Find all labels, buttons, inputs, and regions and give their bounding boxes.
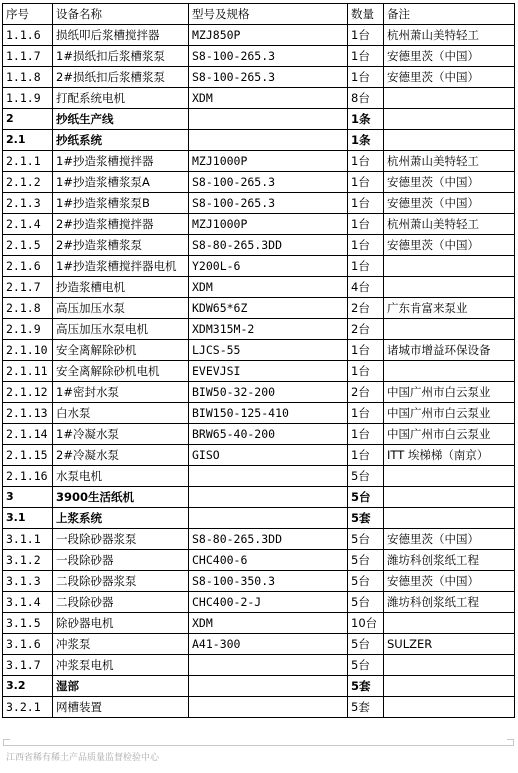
table-row	[3, 25, 515, 46]
cell-serial: 3	[3, 487, 53, 508]
cell-equipment-name: 一段除砂器浆泵	[53, 529, 189, 550]
cell-equipment-name: 1#抄造浆槽搅拌器	[53, 151, 189, 172]
cell-equipment-name: 湿部	[53, 676, 189, 697]
table-row	[3, 550, 515, 571]
cell-equipment-name: 1#抄造浆槽浆泵A	[53, 172, 189, 193]
cell-equipment-name: 抄纸生产线	[53, 109, 189, 130]
cell-model-spec: A41-300	[189, 634, 348, 655]
table-row	[3, 571, 515, 592]
cell-serial: 3.2	[3, 676, 53, 697]
cell-model-spec: XDM	[189, 88, 348, 109]
table-row	[3, 88, 515, 109]
table-row	[3, 46, 515, 67]
cell-model-spec: MZJ1000P	[189, 151, 348, 172]
cell-model-spec	[189, 130, 348, 151]
cell-quantity: 1台	[348, 25, 384, 46]
cell-model-spec: XDM	[189, 277, 348, 298]
cell-quantity: 8台	[348, 88, 384, 109]
cell-serial: 3.1.4	[3, 592, 53, 613]
cell-quantity: 4台	[348, 277, 384, 298]
cell-serial: 3.1.1	[3, 529, 53, 550]
cell-quantity: 1台	[348, 151, 384, 172]
cell-remarks: 杭州萧山美特轻工	[384, 214, 515, 235]
cell-serial: 2.1.16	[3, 466, 53, 487]
cell-equipment-name: 白水泵	[53, 403, 189, 424]
cell-serial: 2.1.11	[3, 361, 53, 382]
table-row	[3, 256, 515, 277]
cell-quantity: 5台	[348, 487, 384, 508]
cell-remarks: 中国广州市白云泵业	[384, 403, 515, 424]
cell-model-spec	[189, 109, 348, 130]
table-section-row	[3, 109, 515, 130]
header-quantity: 数量	[348, 4, 384, 25]
cell-serial: 2.1.4	[3, 214, 53, 235]
cell-quantity: 1台	[348, 424, 384, 445]
cell-quantity: 1台	[348, 193, 384, 214]
cell-model-spec: S8-100-265.3	[189, 193, 348, 214]
cell-remarks: 潍坊科创浆纸工程	[384, 550, 515, 571]
cell-equipment-name: 安全离解除砂机电机	[53, 361, 189, 382]
table-row	[3, 319, 515, 340]
cell-quantity: 5台	[348, 550, 384, 571]
table-row	[3, 655, 515, 676]
cell-remarks: ITT 埃梯梯（南京）	[384, 445, 515, 466]
cell-model-spec: BIW150-125-410	[189, 403, 348, 424]
cell-equipment-name: 二段除砂器	[53, 592, 189, 613]
cell-equipment-name: 一段除砂器	[53, 550, 189, 571]
header-serial: 序号	[3, 4, 53, 25]
cell-remarks	[384, 130, 515, 151]
header-remarks: 备注	[384, 4, 515, 25]
cell-model-spec: LJCS-55	[189, 340, 348, 361]
cell-equipment-name: 3900生活纸机	[53, 487, 189, 508]
cell-quantity: 5台	[348, 655, 384, 676]
cell-quantity: 5台	[348, 592, 384, 613]
cell-model-spec: BIW50-32-200	[189, 382, 348, 403]
cell-serial: 3.1.5	[3, 613, 53, 634]
table-row	[3, 697, 515, 718]
cell-remarks: 安德里茨（中国）	[384, 46, 515, 67]
cell-remarks: 安德里茨（中国）	[384, 193, 515, 214]
cell-model-spec: XDM	[189, 613, 348, 634]
cell-model-spec: S8-100-265.3	[189, 67, 348, 88]
cell-quantity: 1条	[348, 109, 384, 130]
cell-model-spec: Y200L-6	[189, 256, 348, 277]
cell-serial: 2.1.12	[3, 382, 53, 403]
cell-equipment-name: 1#密封水泵	[53, 382, 189, 403]
table-row	[3, 424, 515, 445]
table-row	[3, 592, 515, 613]
table-header-row	[3, 4, 515, 25]
cell-equipment-name: 2#损纸扣后浆槽浆泵	[53, 67, 189, 88]
cell-quantity: 1台	[348, 361, 384, 382]
cell-model-spec: CHC400-6	[189, 550, 348, 571]
cell-remarks	[384, 613, 515, 634]
cell-remarks	[384, 277, 515, 298]
table-row	[3, 340, 515, 361]
cell-equipment-name: 高压加压水泵	[53, 298, 189, 319]
cell-remarks	[384, 697, 515, 718]
cell-quantity: 5台	[348, 466, 384, 487]
cell-serial: 2.1.1	[3, 151, 53, 172]
cell-quantity: 1台	[348, 67, 384, 88]
cell-model-spec: S8-80-265.3DD	[189, 235, 348, 256]
table-row	[3, 613, 515, 634]
cell-quantity: 10台	[348, 613, 384, 634]
cell-serial: 3.1.3	[3, 571, 53, 592]
cell-equipment-name: 1#损纸扣后浆槽浆泵	[53, 46, 189, 67]
cell-quantity: 5套	[348, 676, 384, 697]
cell-remarks	[384, 256, 515, 277]
cell-quantity: 5套	[348, 697, 384, 718]
cell-model-spec: XDM315M-2	[189, 319, 348, 340]
cell-remarks: 广东肯富来泵业	[384, 298, 515, 319]
cell-remarks: SULZER	[384, 634, 515, 655]
cell-equipment-name: 1#抄造浆槽搅拌器电机	[53, 256, 189, 277]
table-row	[3, 445, 515, 466]
table-row	[3, 193, 515, 214]
cell-equipment-name: 高压加压水泵电机	[53, 319, 189, 340]
cell-serial: 2.1	[3, 130, 53, 151]
footer-divider	[3, 745, 513, 746]
cell-quantity: 2台	[348, 298, 384, 319]
cell-remarks	[384, 319, 515, 340]
cell-equipment-name: 水泵电机	[53, 466, 189, 487]
table-row	[3, 382, 515, 403]
cell-serial: 3.1	[3, 508, 53, 529]
table-row	[3, 67, 515, 88]
cell-model-spec: KDW65*6Z	[189, 298, 348, 319]
cell-equipment-name: 打配系统电机	[53, 88, 189, 109]
equipment-document	[2, 3, 514, 718]
cell-quantity: 1台	[348, 214, 384, 235]
table-row	[3, 277, 515, 298]
cell-model-spec: S8-100-265.3	[189, 46, 348, 67]
cell-serial: 2.1.14	[3, 424, 53, 445]
cell-model-spec	[189, 466, 348, 487]
table-row	[3, 172, 515, 193]
cell-model-spec: BRW65-40-200	[189, 424, 348, 445]
cell-remarks	[384, 109, 515, 130]
cell-serial: 2.1.5	[3, 235, 53, 256]
cell-model-spec: EVEVJSI	[189, 361, 348, 382]
cell-model-spec: MZJ850P	[189, 25, 348, 46]
cell-remarks: 诸城市增益环保设备	[384, 340, 515, 361]
cell-quantity: 1台	[348, 256, 384, 277]
cell-model-spec: S8-100-350.3	[189, 571, 348, 592]
header-model-spec: 型号及规格	[189, 4, 348, 25]
cell-serial: 1.1.8	[3, 67, 53, 88]
cell-equipment-name: 安全离解除砂机	[53, 340, 189, 361]
cell-serial: 2.1.7	[3, 277, 53, 298]
cell-equipment-name: 2#冷凝水泵	[53, 445, 189, 466]
cell-model-spec	[189, 655, 348, 676]
cell-remarks: 安德里茨（中国）	[384, 67, 515, 88]
equipment-table-body	[3, 4, 515, 718]
cell-equipment-name: 2#抄造浆槽搅拌器	[53, 214, 189, 235]
cell-model-spec: MZJ1000P	[189, 214, 348, 235]
cell-model-spec	[189, 508, 348, 529]
table-row	[3, 151, 515, 172]
cell-model-spec	[189, 676, 348, 697]
table-section-row	[3, 676, 515, 697]
cell-remarks	[384, 508, 515, 529]
table-section-row	[3, 508, 515, 529]
table-row	[3, 361, 515, 382]
cell-model-spec: S8-80-265.3DD	[189, 529, 348, 550]
cell-equipment-name: 冲浆泵	[53, 634, 189, 655]
cell-equipment-name: 抄造浆槽电机	[53, 277, 189, 298]
cell-remarks: 杭州萧山美特轻工	[384, 25, 515, 46]
cell-serial: 1.1.6	[3, 25, 53, 46]
table-row	[3, 466, 515, 487]
cell-serial: 3.1.7	[3, 655, 53, 676]
cell-serial: 3.1.2	[3, 550, 53, 571]
cell-serial: 1.1.9	[3, 88, 53, 109]
cell-quantity: 1台	[348, 340, 384, 361]
cell-serial: 2	[3, 109, 53, 130]
cell-quantity: 2台	[348, 319, 384, 340]
cell-remarks: 安德里茨（中国）	[384, 235, 515, 256]
cell-quantity: 1台	[348, 403, 384, 424]
cell-equipment-name: 抄纸系统	[53, 130, 189, 151]
cell-quantity: 5台	[348, 571, 384, 592]
cell-remarks: 潍坊科创浆纸工程	[384, 592, 515, 613]
cell-equipment-name: 二段除砂器浆泵	[53, 571, 189, 592]
cell-remarks	[384, 466, 515, 487]
cell-equipment-name: 冲浆泵电机	[53, 655, 189, 676]
cell-equipment-name: 除砂器电机	[53, 613, 189, 634]
cell-serial: 2.1.3	[3, 193, 53, 214]
table-section-row	[3, 487, 515, 508]
cell-remarks: 安德里茨（中国）	[384, 172, 515, 193]
cell-model-spec: GISO	[189, 445, 348, 466]
cell-quantity: 1条	[348, 130, 384, 151]
equipment-table	[2, 3, 515, 718]
cell-equipment-name: 损纸叩后浆槽搅拌器	[53, 25, 189, 46]
cell-quantity: 1台	[348, 445, 384, 466]
cell-serial: 2.1.9	[3, 319, 53, 340]
cell-model-spec	[189, 487, 348, 508]
cell-serial: 2.1.15	[3, 445, 53, 466]
table-row	[3, 298, 515, 319]
cell-quantity: 2台	[348, 382, 384, 403]
footer-watermark: 江西省稀有稀土产品质量监督检验中心	[6, 753, 160, 763]
table-row	[3, 235, 515, 256]
table-row	[3, 214, 515, 235]
cell-remarks: 安德里茨（中国）	[384, 571, 515, 592]
cell-serial: 1.1.7	[3, 46, 53, 67]
cell-remarks	[384, 676, 515, 697]
cell-serial: 2.1.2	[3, 172, 53, 193]
cell-equipment-name: 网槽装置	[53, 697, 189, 718]
cell-equipment-name: 1#冷凝水泵	[53, 424, 189, 445]
cell-remarks: 杭州萧山美特轻工	[384, 151, 515, 172]
cell-serial: 3.1.6	[3, 634, 53, 655]
cell-remarks: 中国广州市白云泵业	[384, 382, 515, 403]
cell-quantity: 5套	[348, 508, 384, 529]
header-equipment-name: 设备名称	[53, 4, 189, 25]
cell-serial: 2.1.6	[3, 256, 53, 277]
table-row	[3, 634, 515, 655]
cell-quantity: 1台	[348, 235, 384, 256]
cell-equipment-name: 2#抄造浆槽浆泵	[53, 235, 189, 256]
cell-quantity: 5台	[348, 529, 384, 550]
cell-quantity: 1台	[348, 46, 384, 67]
cell-remarks	[384, 361, 515, 382]
table-section-row	[3, 130, 515, 151]
cell-quantity: 5台	[348, 634, 384, 655]
cell-quantity: 1台	[348, 172, 384, 193]
cell-remarks: 安德里茨（中国）	[384, 529, 515, 550]
cell-serial: 3.2.1	[3, 697, 53, 718]
cell-equipment-name: 1#抄造浆槽浆泵B	[53, 193, 189, 214]
table-row	[3, 529, 515, 550]
table-row	[3, 403, 515, 424]
cell-remarks	[384, 88, 515, 109]
cell-remarks	[384, 655, 515, 676]
cell-equipment-name: 上浆系统	[53, 508, 189, 529]
cell-remarks: 中国广州市白云泵业	[384, 424, 515, 445]
cell-serial: 2.1.10	[3, 340, 53, 361]
cell-model-spec	[189, 697, 348, 718]
cell-model-spec: CHC400-2-J	[189, 592, 348, 613]
cell-serial: 2.1.13	[3, 403, 53, 424]
cell-model-spec: S8-100-265.3	[189, 172, 348, 193]
cell-serial: 2.1.8	[3, 298, 53, 319]
cell-remarks	[384, 487, 515, 508]
